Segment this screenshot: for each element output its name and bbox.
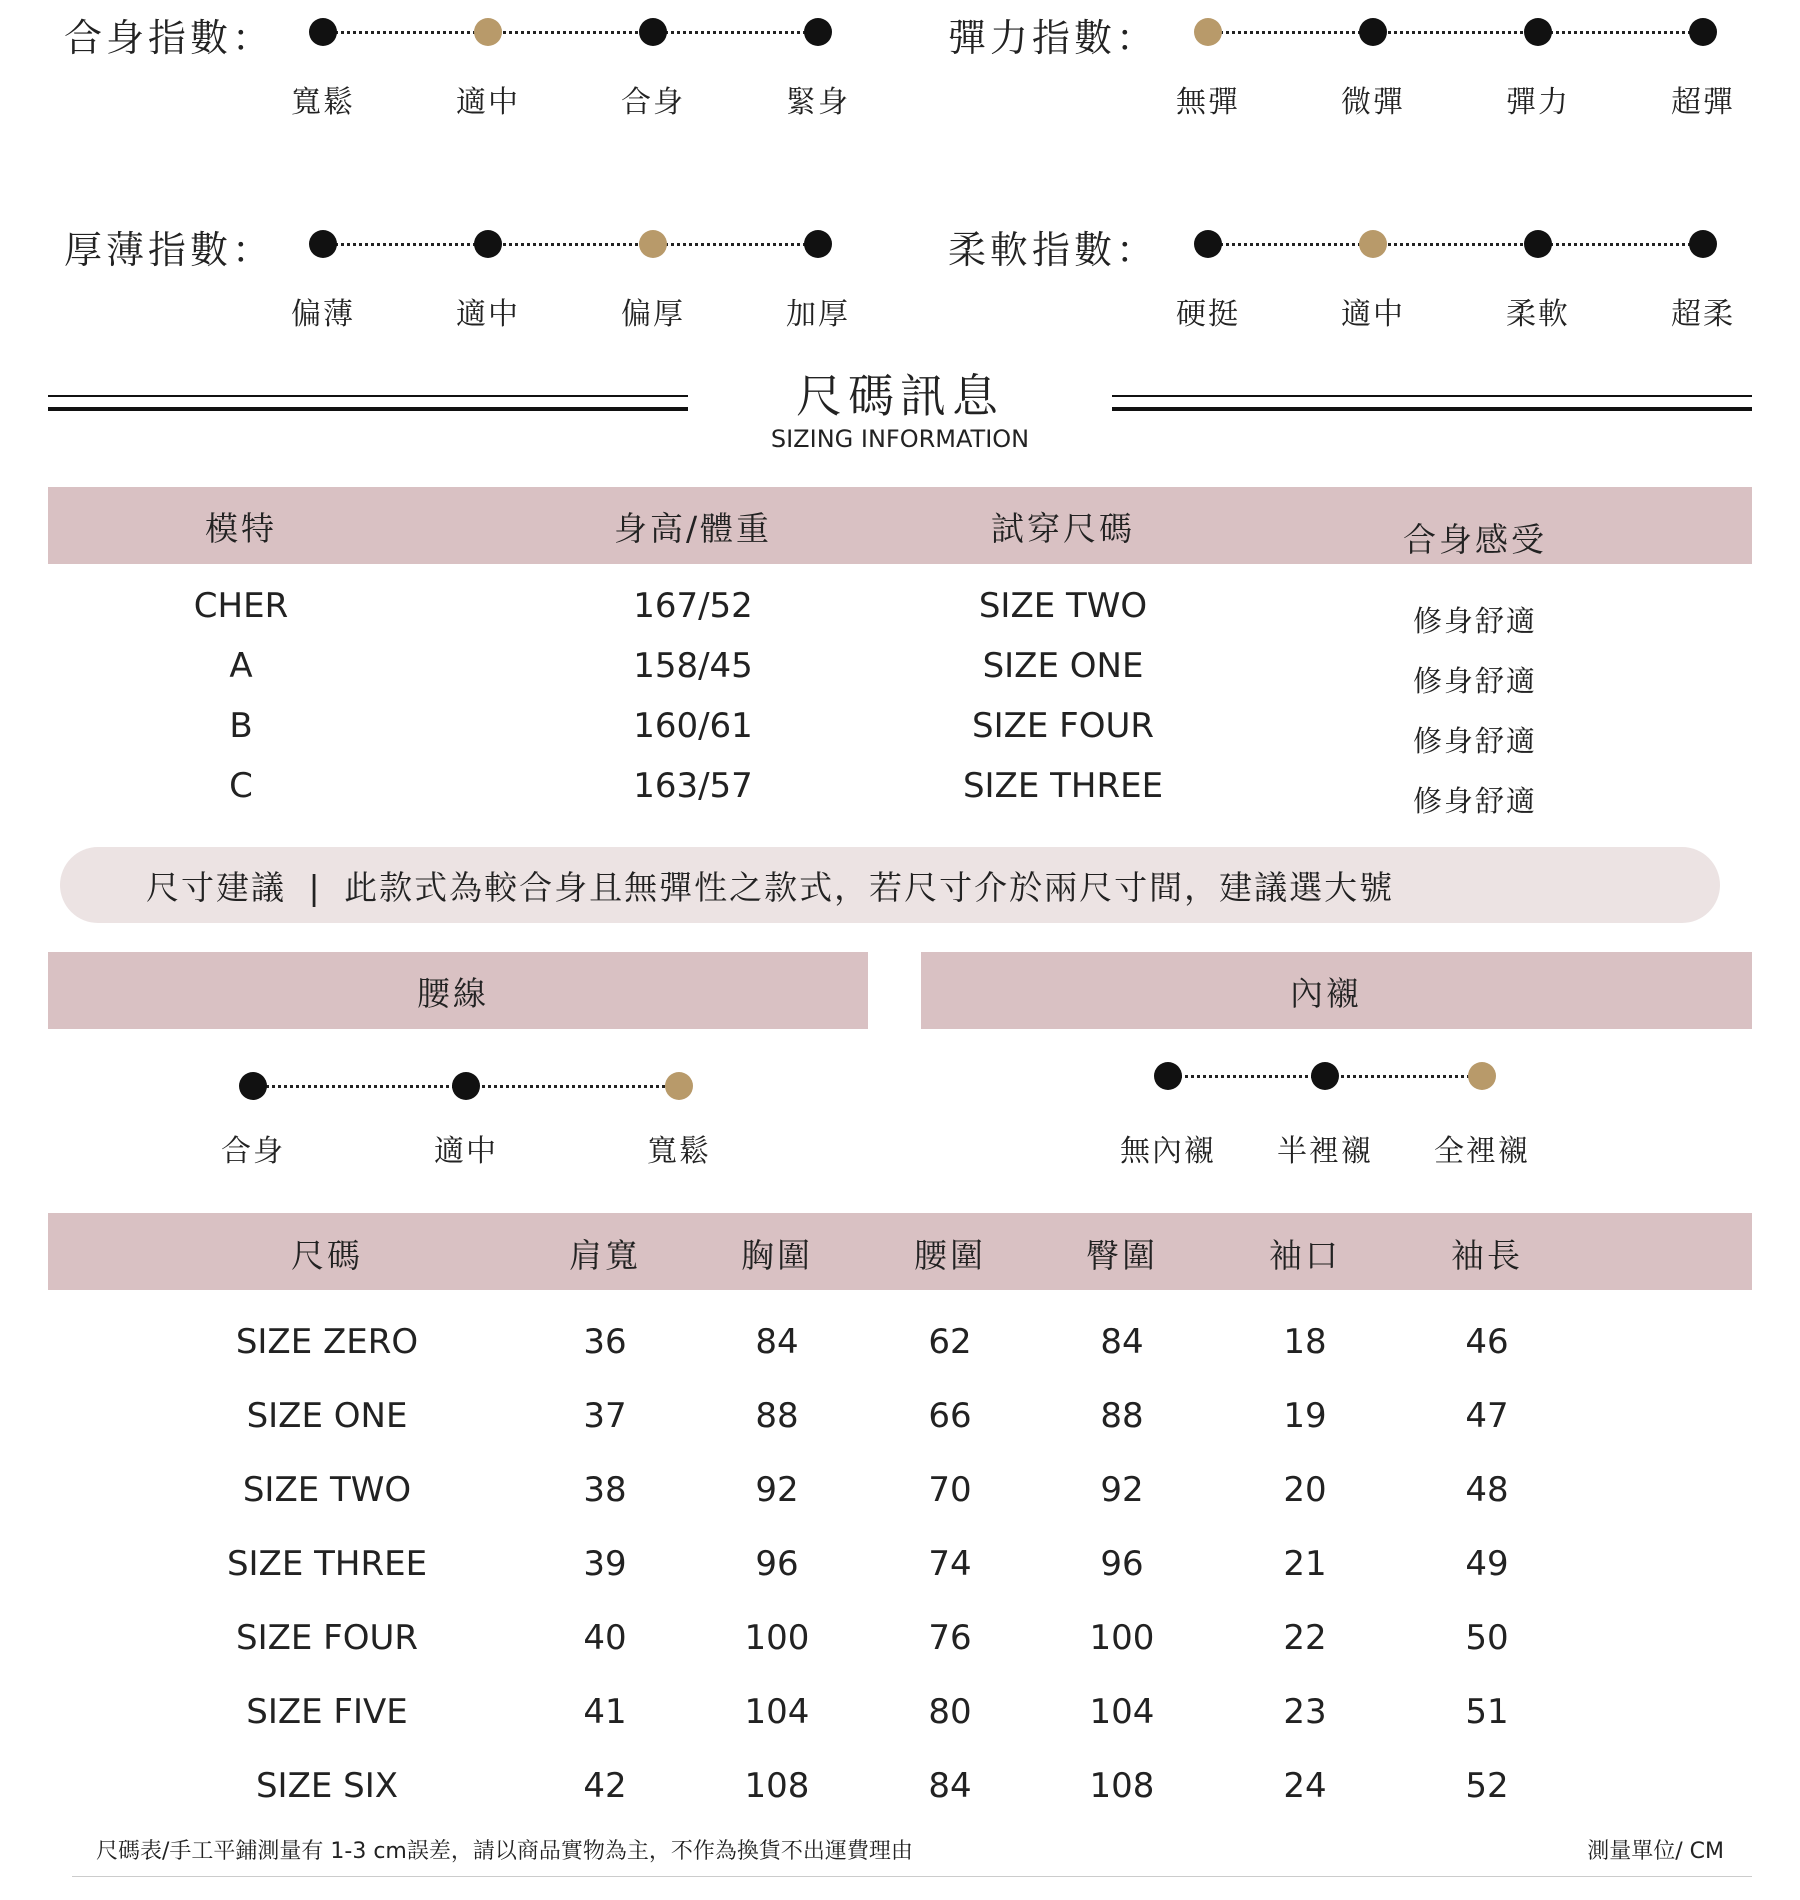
model-table-cell: SIZE FOUR xyxy=(971,706,1155,746)
waist-title: 腰線 xyxy=(417,974,489,1013)
fit-scale-line xyxy=(323,31,818,34)
size-table-cell: 52 xyxy=(1465,1766,1509,1806)
size-table-cell: 100 xyxy=(1089,1618,1155,1658)
fit-option-label: 合身 xyxy=(621,85,685,120)
size-table-cell: SIZE ONE xyxy=(246,1396,408,1436)
size-table-cell: 24 xyxy=(1283,1766,1327,1806)
size-table-header: 肩寬 xyxy=(569,1236,641,1275)
stretch-option-label: 無彈 xyxy=(1176,85,1240,120)
fit-option-label: 適中 xyxy=(456,85,520,120)
stretch-option-label: 超彈 xyxy=(1671,85,1735,120)
model-table-cell: 修身舒適 xyxy=(1412,604,1538,638)
size-table-cell: 18 xyxy=(1283,1322,1327,1362)
size-table-cell: 62 xyxy=(928,1322,972,1362)
thickness-option-label: 加厚 xyxy=(786,297,850,332)
size-table-cell: SIZE TWO xyxy=(242,1470,412,1510)
model-table-header: 合身感受 xyxy=(1403,520,1547,559)
size-table-cell: 49 xyxy=(1465,1544,1509,1584)
model-table-header: 試穿尺碼 xyxy=(991,509,1135,548)
stretch-scale-line xyxy=(1208,31,1703,34)
model-table-header: 身高/體重 xyxy=(613,509,773,548)
model-table-cell: CHER xyxy=(193,586,289,626)
lining-scale-dot xyxy=(1154,1062,1182,1090)
size-table-cell: 47 xyxy=(1465,1396,1509,1436)
size-table-cell: 92 xyxy=(1100,1470,1144,1510)
thickness-option-label: 適中 xyxy=(456,297,520,332)
softness-option-label: 硬挺 xyxy=(1176,297,1240,332)
size-table-header: 袖長 xyxy=(1451,1236,1523,1275)
size-table-cell: 20 xyxy=(1283,1470,1327,1510)
fit-scale-dot xyxy=(639,18,667,46)
lining-option-label: 半裡襯 xyxy=(1277,1134,1373,1169)
model-table-cell: A xyxy=(229,646,253,686)
size-table-cell: 84 xyxy=(755,1322,799,1362)
size-table-cell: 92 xyxy=(755,1470,799,1510)
size-table-cell: 48 xyxy=(1465,1470,1509,1510)
size-table-cell: 50 xyxy=(1465,1618,1509,1658)
size-table-cell: 108 xyxy=(744,1766,810,1806)
lining-option-label: 無內襯 xyxy=(1120,1134,1216,1169)
lining-title: 內襯 xyxy=(1290,974,1362,1013)
waist-scale-dot xyxy=(239,1072,267,1100)
size-table-cell: 23 xyxy=(1283,1692,1327,1732)
stretch-scale-dot xyxy=(1689,18,1717,46)
model-table-cell: SIZE ONE xyxy=(982,646,1144,686)
fit-scale-dot xyxy=(474,18,502,46)
size-table-cell: 19 xyxy=(1283,1396,1327,1436)
size-table-cell: 96 xyxy=(755,1544,799,1584)
size-table-cell: SIZE ZERO xyxy=(235,1322,419,1362)
size-table-cell: 21 xyxy=(1283,1544,1327,1584)
thickness-option-label: 偏薄 xyxy=(291,297,355,332)
size-table-cell: 22 xyxy=(1283,1618,1327,1658)
waist-scale-dot xyxy=(452,1072,480,1100)
thickness-scale-dot xyxy=(309,230,337,258)
model-table-cell: 158/45 xyxy=(633,646,753,686)
fit-scale-dot xyxy=(309,18,337,46)
size-table-cell: 37 xyxy=(583,1396,627,1436)
softness-scale-dot xyxy=(1524,230,1552,258)
fit-index-label: 合身指數： xyxy=(64,16,275,60)
title-rule-right-bottom xyxy=(1112,407,1752,411)
size-advice xyxy=(0,862,1540,909)
lining-scale-dot xyxy=(1468,1062,1496,1090)
size-table-cell: 88 xyxy=(755,1396,799,1436)
model-table-cell: B xyxy=(229,706,253,746)
model-table-cell: 167/52 xyxy=(633,586,753,626)
size-table-cell: 84 xyxy=(928,1766,972,1806)
size-table-cell: 46 xyxy=(1465,1322,1509,1362)
lining-option-label: 全裡襯 xyxy=(1434,1134,1530,1169)
fit-scale-dot xyxy=(804,18,832,46)
footer-divider xyxy=(72,1876,1752,1877)
softness-option-label: 適中 xyxy=(1341,297,1405,332)
section-title-en: SIZING INFORMATION xyxy=(770,425,1030,453)
footer-unit: 測量單位/ CM xyxy=(1587,1839,1724,1864)
size-advice-text: 此款式為較合身且無彈性之款式，若尺寸介於兩尺寸間，建議選大號 xyxy=(344,868,1395,907)
fit-option-label: 寬鬆 xyxy=(291,85,355,120)
stretch-scale-dot xyxy=(1359,18,1387,46)
size-table-header: 袖口 xyxy=(1269,1236,1341,1275)
size-table-cell: 96 xyxy=(1100,1544,1144,1584)
size-table-cell: 36 xyxy=(583,1322,627,1362)
size-table-cell: 39 xyxy=(583,1544,627,1584)
thickness-option-label: 偏厚 xyxy=(621,297,685,332)
fit-option-label: 緊身 xyxy=(786,85,850,120)
size-table-cell: 74 xyxy=(928,1544,972,1584)
softness-scale-dot xyxy=(1689,230,1717,258)
softness-scale-dot xyxy=(1194,230,1222,258)
model-table-cell: 修身舒適 xyxy=(1412,784,1538,818)
title-rule-right-top xyxy=(1112,395,1752,397)
size-table-header: 腰圍 xyxy=(914,1236,986,1275)
softness-index-label: 柔軟指數： xyxy=(948,228,1159,272)
size-table-cell: 41 xyxy=(583,1692,627,1732)
waist-option-label: 合身 xyxy=(221,1134,285,1169)
stretch-index-label: 彈力指數： xyxy=(948,16,1159,60)
size-table-cell: 66 xyxy=(928,1396,972,1436)
title-rule-left-bottom xyxy=(48,407,688,411)
softness-scale-dot xyxy=(1359,230,1387,258)
size-table-header: 臀圍 xyxy=(1086,1236,1158,1275)
thickness-scale-dot xyxy=(639,230,667,258)
section-title-zh: 尺碼訊息 xyxy=(796,369,1004,423)
size-table-cell: 80 xyxy=(928,1692,972,1732)
size-table-cell: 76 xyxy=(928,1618,972,1658)
size-table-cell: 51 xyxy=(1465,1692,1509,1732)
size-table-cell: 100 xyxy=(744,1618,810,1658)
size-table-cell: 40 xyxy=(583,1618,627,1658)
size-table-cell: SIZE SIX xyxy=(255,1766,399,1806)
title-rule-left-top xyxy=(48,395,688,397)
stretch-scale-dot xyxy=(1524,18,1552,46)
stretch-option-label: 彈力 xyxy=(1506,85,1570,120)
size-table-header: 尺碼 xyxy=(291,1236,363,1275)
size-table-header: 胸圍 xyxy=(741,1236,813,1275)
thickness-scale-dot xyxy=(474,230,502,258)
size-table-cell: SIZE FIVE xyxy=(246,1692,408,1732)
waist-option-label: 寬鬆 xyxy=(647,1134,711,1169)
model-table-header: 模特 xyxy=(205,509,277,548)
stretch-scale-dot xyxy=(1194,18,1222,46)
waist-option-label: 適中 xyxy=(434,1134,498,1169)
softness-option-label: 超柔 xyxy=(1671,297,1735,332)
model-table-cell: 修身舒適 xyxy=(1412,664,1538,698)
model-table-cell: SIZE THREE xyxy=(962,766,1164,806)
lining-scale-dot xyxy=(1311,1062,1339,1090)
size-table-cell: SIZE THREE xyxy=(226,1544,428,1584)
softness-scale-line xyxy=(1208,243,1703,246)
waist-scale-dot xyxy=(665,1072,693,1100)
model-table-cell: 163/57 xyxy=(633,766,753,806)
size-advice-separator: | xyxy=(308,868,322,907)
size-table-cell: 38 xyxy=(583,1470,627,1510)
model-table-cell: C xyxy=(229,766,253,806)
thickness-scale-line xyxy=(323,243,818,246)
model-table-cell: 160/61 xyxy=(633,706,753,746)
softness-option-label: 柔軟 xyxy=(1506,297,1570,332)
size-table-cell: 108 xyxy=(1089,1766,1155,1806)
size-table-cell: 42 xyxy=(583,1766,627,1806)
size-table-cell: 70 xyxy=(928,1470,972,1510)
model-table-cell: SIZE TWO xyxy=(978,586,1148,626)
thickness-index-label: 厚薄指數： xyxy=(64,228,275,272)
thickness-scale-dot xyxy=(804,230,832,258)
footer-note: 尺碼表/手工平鋪測量有 1-3 cm誤差，請以商品實物為主，不作為換貨不出運費理由 xyxy=(96,1839,913,1864)
size-table-cell: 104 xyxy=(1089,1692,1155,1732)
size-table-cell: SIZE FOUR xyxy=(235,1618,419,1658)
size-table-cell: 88 xyxy=(1100,1396,1144,1436)
size-advice-label: 尺寸建議 xyxy=(145,868,286,907)
size-table-cell: 104 xyxy=(744,1692,810,1732)
size-table-cell: 84 xyxy=(1100,1322,1144,1362)
model-table-cell: 修身舒適 xyxy=(1412,724,1538,758)
stretch-option-label: 微彈 xyxy=(1341,85,1405,120)
